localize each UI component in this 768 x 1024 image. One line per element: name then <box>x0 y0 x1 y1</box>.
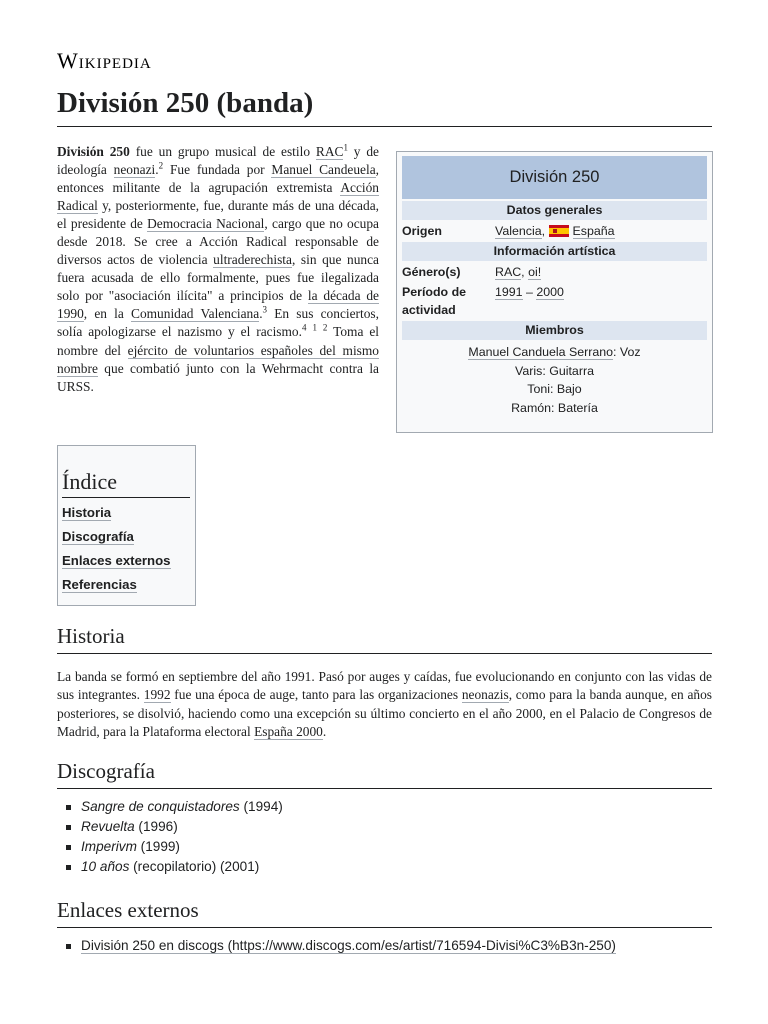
album-info: (1996) <box>134 819 178 834</box>
list-item <box>57 857 712 877</box>
genre-separator: , <box>521 265 529 279</box>
period-value <box>495 283 707 319</box>
period-label: Período de actividad <box>402 285 467 317</box>
list-item <box>57 936 712 956</box>
link-neonazi[interactable]: neonazi <box>113 162 156 178</box>
toc-item-historia[interactable] <box>62 504 195 522</box>
list-item <box>57 817 712 837</box>
link-1992[interactable]: 1992 <box>143 687 171 703</box>
lead-text: , entonces militante de la agrupación extremista <box>57 162 379 196</box>
list-item <box>57 797 712 817</box>
lead-text: fue un grupo musical de estilo <box>129 144 316 159</box>
origin-value <box>495 222 707 240</box>
member-4: Ramón: Batería <box>511 400 598 415</box>
members-list <box>402 343 707 417</box>
lead-text: , cargo que no ocupa desde 2018. Se cree a Acción Radical responsable de diversos actos de violencia <box>57 216 380 268</box>
toc-item-label[interactable]: Historia <box>62 505 112 520</box>
link-democracia-nacional[interactable]: Democracia Nacional <box>147 216 265 232</box>
period-separator: – <box>522 285 537 299</box>
member-2: Varis: Guitarra <box>515 363 594 378</box>
member-3: Toni: Bajo <box>527 382 582 396</box>
ref-1[interactable]: 1 <box>343 142 348 153</box>
lead-text: . <box>155 162 159 178</box>
infobox-header-artistic: Información artística <box>402 242 707 261</box>
link-comunidad-valenciana[interactable]: Comunidad Valenciana <box>131 306 260 322</box>
toc-item-label[interactable]: Referencias <box>62 577 137 592</box>
list-item <box>57 837 712 857</box>
historia-text: fue una época de auge, tanto para las organizaciones <box>170 687 462 703</box>
link-decada-1990[interactable]: la década de 1990 <box>57 288 379 322</box>
ref-1b[interactable]: 1 <box>312 323 317 333</box>
subject-name: División 250 <box>57 144 130 159</box>
lead-text: Toma el nombre del <box>57 324 379 358</box>
section-heading-enlaces-externos: Enlaces externos <box>57 896 712 928</box>
lead-paragraph <box>57 143 379 396</box>
infobox-title: División 250 <box>402 156 707 199</box>
album-title: 10 años <box>81 859 130 874</box>
historia-text: . <box>322 724 327 740</box>
link-rac[interactable]: RAC <box>315 144 344 159</box>
link-2000[interactable]: 2000 <box>536 285 564 299</box>
infobox-row-period <box>402 283 707 319</box>
infobox <box>396 151 713 433</box>
table-of-contents <box>57 445 196 606</box>
ref-4[interactable]: 4 <box>301 323 307 333</box>
lead-text: . <box>259 306 263 322</box>
infobox-header-members: Miembros <box>402 321 707 340</box>
link-genre-oi[interactable]: oi! <box>528 265 542 279</box>
toc-item-label[interactable]: Enlaces externos <box>62 553 171 568</box>
link-valencia[interactable]: Valencia <box>495 224 542 238</box>
lead-text: y, posteriormente, fue, durante más de una década, el presidente de <box>57 198 379 232</box>
wikipedia-wordmark[interactable]: Wikipedia <box>57 48 152 73</box>
genre-label: Género(s) <box>402 265 461 279</box>
album-info: (recopilatorio) (2001) <box>129 859 260 874</box>
infobox-row-genre <box>402 263 707 281</box>
historia-paragraph <box>57 668 712 742</box>
infobox-header-general: Datos generales <box>402 201 707 220</box>
album-title: Sangre de conquistadores <box>81 799 240 814</box>
section-heading-historia: Historia <box>57 622 712 654</box>
ref-2b[interactable]: 2 <box>322 323 328 333</box>
lead-text: , en la <box>83 306 132 322</box>
link-espana[interactable]: España <box>572 224 615 238</box>
historia-text: , como para la banda aunque, en años posteriores, se disolvió, haciendo como una excepción su último concierto en el año 2000, en el Palacio de Congresos de Madrid, para la Plataforma electoral <box>57 687 712 740</box>
album-info: (1999) <box>136 839 180 854</box>
toc-item-discografia[interactable] <box>62 528 195 546</box>
historia-text: La banda se formó en septiembre del año 1991. Pasó por auges y caídas, fue evolucionando en conjunto con las vidas de sus integrantes. <box>57 669 712 703</box>
lead-text: En sus conciertos, solía apologizarse el nazismo y el racismo. <box>57 306 379 340</box>
toc-title: Índice <box>62 468 190 498</box>
album-title: Imperivm <box>81 839 137 854</box>
link-ultraderechista[interactable]: ultraderechista <box>213 252 292 268</box>
lead-text: , sin que nunca fuera acusada de ello formalmente, pues fue ilegalizada solo por "asociación ilícita" a principios de <box>57 252 379 304</box>
link-espana-2000[interactable]: España 2000 <box>254 724 323 740</box>
lead-text: que combatió junto con la Wehrmacht contra la URSS. <box>57 360 379 394</box>
toc-item-enlaces-externos[interactable] <box>62 552 195 570</box>
link-discogs[interactable]: División 250 en discogs (https://www.discogs.com/es/artist/716594-Divisi%C3%B3n-250) <box>81 938 616 953</box>
ref-2[interactable]: 2 <box>158 160 164 171</box>
lead-text: y de ideología <box>57 144 379 178</box>
member-1 <box>402 343 707 362</box>
link-genre-rac[interactable]: RAC <box>495 265 522 279</box>
ref-3[interactable]: 3 <box>262 304 268 315</box>
discography-list <box>57 797 712 877</box>
toc-item-label[interactable]: Discografía <box>62 529 134 544</box>
external-links-list <box>57 936 712 956</box>
spain-flag-icon <box>549 225 569 237</box>
page-title: División 250 (banda) <box>57 84 712 127</box>
link-1991[interactable]: 1991 <box>495 285 523 299</box>
infobox-row-origin <box>402 222 707 240</box>
album-info: (1994) <box>239 799 283 814</box>
link-manuel-canduela-serrano[interactable]: Manuel Canduela Serrano <box>468 345 614 359</box>
member-1-role: : Voz <box>613 345 641 359</box>
link-neonazis[interactable]: neonazis <box>461 687 509 703</box>
genre-value <box>495 263 707 281</box>
section-heading-discografia: Discografía <box>57 757 712 789</box>
album-title: Revuelta <box>81 819 135 834</box>
origin-label: Origen <box>402 224 442 238</box>
link-manuel-candeuela[interactable]: Manuel Candeuela <box>271 162 376 178</box>
link-ejercito-voluntarios[interactable]: ejército de voluntarios españoles del mismo nombre <box>57 342 379 376</box>
link-accion-radical[interactable]: Acción Radical <box>57 180 379 214</box>
lead-text: Fue fundada por <box>163 162 272 178</box>
toc-item-referencias[interactable] <box>62 576 195 594</box>
origin-separator: , <box>541 224 546 238</box>
